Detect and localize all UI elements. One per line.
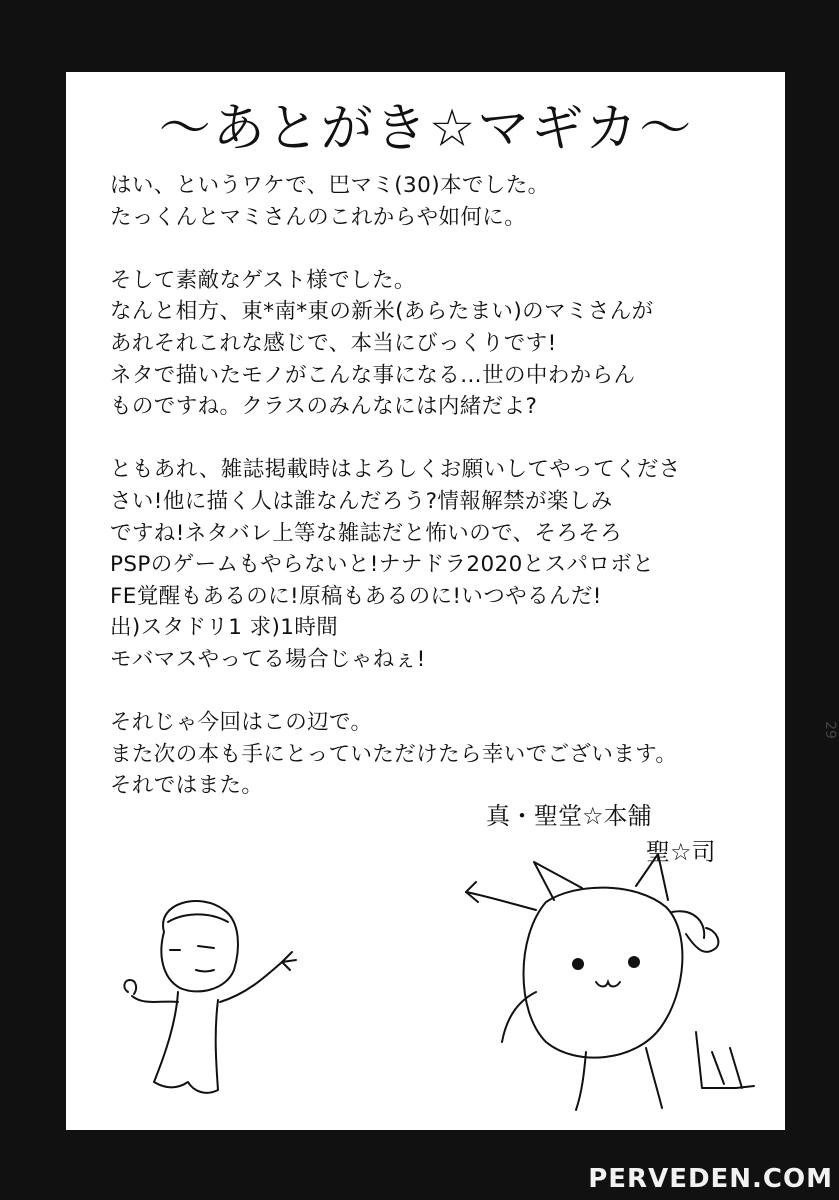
text-line: 出)スタドリ1 求)1時間 [110,615,339,641]
mascot-illustration [436,852,766,1122]
paragraph-1 [110,170,778,233]
afterword-body [110,170,778,833]
text-line: また次の本も手にとっていただけたら幸いでございます。 [110,741,678,767]
page-title: 〜あとがき☆マギカ〜 [158,99,694,159]
text-line: ものですね。クラスのみんなには内緒だよ? [110,394,538,420]
text-line: さい!他に描く人は誰なんだろう?情報解禁が楽しみ [110,488,613,514]
text-line: あれそれこれな感じで、本当にびっくりです! [110,330,557,356]
text-line: モバマスやってる場合じゃねぇ! [110,646,426,672]
waving-character-illustration [106,892,306,1122]
paragraph-3 [110,454,778,675]
text-line: ともあれ、雑誌掲載時はよろしくお願いしてやってくださ [110,457,681,483]
text-line: PSPのゲームもやらないと!ナナドラ2020とスパロボと [110,552,655,578]
text-line: ですね!ネタバレ上等な雑誌だと怖いので、そろそろ [110,520,623,546]
watermark: PERVEDEN.COM [588,1164,833,1194]
text-line: たっくんとマミさんのこれからや如何に。 [110,204,527,230]
text-line: はい、というワケで、巴マミ(30)本でした。 [110,173,550,198]
text-line: そして素敵なゲスト様でした。 [110,267,416,293]
paragraph-2 [110,265,778,423]
page-number: 29 [822,721,839,739]
text-line: なんと相方、東*南*東の新米(あらたまい)のマミさんが [110,299,654,325]
text-line: それじゃ今回はこの辺で。 [110,710,373,736]
paragraph-4 [110,707,778,802]
text-line: ネタで描いたモノがこんな事になる…世の中わからん [110,362,636,388]
author-name: 聖☆司 [646,838,716,866]
circle-name: 真・聖堂☆本舗 [486,802,652,830]
signature-scribble [696,1032,754,1088]
afterword-page [66,72,785,1130]
text-line: それではまた。 [110,773,264,799]
text-line: FE覚醒もあるのに!原稿もあるのに!いつやるんだ! [110,583,602,609]
